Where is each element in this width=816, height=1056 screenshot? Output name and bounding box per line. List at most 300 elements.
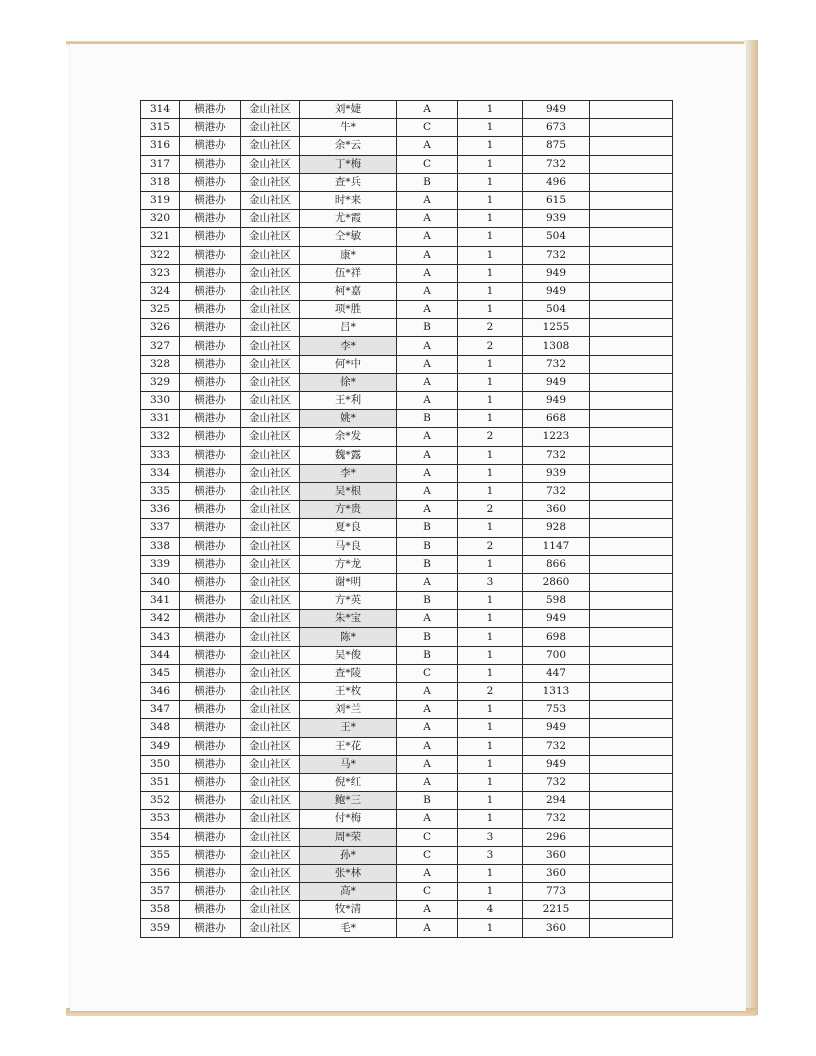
name-cell: 张*林 [300, 864, 397, 882]
community-cell: 金山社区 [241, 701, 300, 719]
office-cell: 横港办 [180, 282, 241, 300]
category-cell: A [397, 701, 458, 719]
record-id-cell: 330 [141, 392, 180, 410]
table-row [141, 719, 673, 737]
category-cell: A [397, 246, 458, 264]
category-cell: B [397, 555, 458, 573]
note-cell [590, 592, 673, 610]
record-id-cell: 326 [141, 319, 180, 337]
category-cell: A [397, 282, 458, 300]
category-cell: B [397, 410, 458, 428]
table-row [141, 137, 673, 155]
table-row [141, 319, 673, 337]
name-cell: 夏*良 [300, 519, 397, 537]
record-id-cell: 323 [141, 264, 180, 282]
note-cell [590, 701, 673, 719]
note-cell [590, 137, 673, 155]
amount-cell: 939 [523, 210, 590, 228]
name-cell: 付*梅 [300, 810, 397, 828]
note-cell [590, 446, 673, 464]
office-cell: 横港办 [180, 755, 241, 773]
name-cell: 方*贵 [300, 501, 397, 519]
amount-cell: 939 [523, 464, 590, 482]
table-row [141, 519, 673, 537]
amount-cell: 1313 [523, 683, 590, 701]
community-cell: 金山社区 [241, 282, 300, 300]
household-count-cell: 1 [458, 355, 523, 373]
community-cell: 金山社区 [241, 501, 300, 519]
note-cell [590, 573, 673, 591]
note-cell [590, 355, 673, 373]
amount-cell: 598 [523, 592, 590, 610]
amount-cell: 2215 [523, 901, 590, 919]
household-count-cell: 1 [458, 464, 523, 482]
name-cell: 马*良 [300, 537, 397, 555]
category-cell: C [397, 828, 458, 846]
community-cell: 金山社区 [241, 646, 300, 664]
records-table [140, 100, 673, 938]
table-row [141, 592, 673, 610]
amount-cell: 949 [523, 282, 590, 300]
name-cell: 丁*梅 [300, 155, 397, 173]
amount-cell: 615 [523, 191, 590, 209]
amount-cell: 732 [523, 773, 590, 791]
table-row [141, 755, 673, 773]
household-count-cell: 1 [458, 137, 523, 155]
office-cell: 横港办 [180, 319, 241, 337]
amount-cell: 294 [523, 792, 590, 810]
household-count-cell: 1 [458, 555, 523, 573]
amount-cell: 360 [523, 864, 590, 882]
category-cell: C [397, 119, 458, 137]
table-row [141, 610, 673, 628]
household-count-cell: 1 [458, 810, 523, 828]
community-cell: 金山社区 [241, 464, 300, 482]
household-count-cell: 4 [458, 901, 523, 919]
category-cell: B [397, 519, 458, 537]
record-id-cell: 318 [141, 173, 180, 191]
household-count-cell: 1 [458, 883, 523, 901]
table-row [141, 573, 673, 591]
household-count-cell: 1 [458, 919, 523, 937]
household-count-cell: 2 [458, 537, 523, 555]
office-cell: 横港办 [180, 428, 241, 446]
community-cell: 金山社区 [241, 573, 300, 591]
community-cell: 金山社区 [241, 337, 300, 355]
note-cell [590, 373, 673, 391]
record-id-cell: 359 [141, 919, 180, 937]
community-cell: 金山社区 [241, 228, 300, 246]
category-cell: A [397, 101, 458, 119]
note-cell [590, 555, 673, 573]
household-count-cell: 3 [458, 573, 523, 591]
table-row [141, 428, 673, 446]
household-count-cell: 1 [458, 482, 523, 500]
household-count-cell: 1 [458, 282, 523, 300]
household-count-cell: 2 [458, 337, 523, 355]
amount-cell: 504 [523, 301, 590, 319]
category-cell: A [397, 446, 458, 464]
household-count-cell: 1 [458, 446, 523, 464]
note-cell [590, 119, 673, 137]
table-row [141, 701, 673, 719]
office-cell: 横港办 [180, 737, 241, 755]
record-id-cell: 325 [141, 301, 180, 319]
name-cell: 尤*霞 [300, 210, 397, 228]
category-cell: B [397, 319, 458, 337]
record-id-cell: 350 [141, 755, 180, 773]
table-row [141, 846, 673, 864]
community-cell: 金山社区 [241, 428, 300, 446]
name-cell: 项*胜 [300, 301, 397, 319]
office-cell: 横港办 [180, 846, 241, 864]
community-cell: 金山社区 [241, 828, 300, 846]
note-cell [590, 519, 673, 537]
note-cell [590, 392, 673, 410]
household-count-cell: 1 [458, 737, 523, 755]
note-cell [590, 155, 673, 173]
category-cell: A [397, 719, 458, 737]
household-count-cell: 3 [458, 828, 523, 846]
office-cell: 横港办 [180, 919, 241, 937]
note-cell [590, 919, 673, 937]
table-row [141, 191, 673, 209]
office-cell: 横港办 [180, 101, 241, 119]
record-id-cell: 341 [141, 592, 180, 610]
community-cell: 金山社区 [241, 246, 300, 264]
name-cell: 王* [300, 719, 397, 737]
name-cell: 马* [300, 755, 397, 773]
office-cell: 横港办 [180, 519, 241, 537]
office-cell: 横港办 [180, 446, 241, 464]
amount-cell: 732 [523, 737, 590, 755]
office-cell: 横港办 [180, 555, 241, 573]
category-cell: C [397, 664, 458, 682]
note-cell [590, 683, 673, 701]
amount-cell: 668 [523, 410, 590, 428]
category-cell: B [397, 592, 458, 610]
community-cell: 金山社区 [241, 155, 300, 173]
note-cell [590, 319, 673, 337]
household-count-cell: 2 [458, 428, 523, 446]
amount-cell: 1308 [523, 337, 590, 355]
amount-cell: 504 [523, 228, 590, 246]
note-cell [590, 501, 673, 519]
office-cell: 横港办 [180, 810, 241, 828]
amount-cell: 866 [523, 555, 590, 573]
category-cell: A [397, 301, 458, 319]
note-cell [590, 101, 673, 119]
category-cell: B [397, 792, 458, 810]
household-count-cell: 1 [458, 101, 523, 119]
note-cell [590, 810, 673, 828]
household-count-cell: 3 [458, 846, 523, 864]
name-cell: 高* [300, 883, 397, 901]
office-cell: 横港办 [180, 828, 241, 846]
household-count-cell: 1 [458, 301, 523, 319]
office-cell: 横港办 [180, 701, 241, 719]
office-cell: 横港办 [180, 592, 241, 610]
office-cell: 横港办 [180, 883, 241, 901]
community-cell: 金山社区 [241, 392, 300, 410]
table-row [141, 664, 673, 682]
category-cell: A [397, 755, 458, 773]
household-count-cell: 1 [458, 210, 523, 228]
office-cell: 横港办 [180, 683, 241, 701]
name-cell: 方*英 [300, 592, 397, 610]
office-cell: 横港办 [180, 173, 241, 191]
name-cell: 李* [300, 337, 397, 355]
record-id-cell: 327 [141, 337, 180, 355]
community-cell: 金山社区 [241, 555, 300, 573]
record-id-cell: 320 [141, 210, 180, 228]
note-cell [590, 301, 673, 319]
household-count-cell: 1 [458, 719, 523, 737]
note-cell [590, 755, 673, 773]
office-cell: 横港办 [180, 155, 241, 173]
name-cell: 余*云 [300, 137, 397, 155]
category-cell: C [397, 846, 458, 864]
household-count-cell: 1 [458, 191, 523, 209]
record-id-cell: 353 [141, 810, 180, 828]
note-cell [590, 628, 673, 646]
household-count-cell: 1 [458, 246, 523, 264]
category-cell: A [397, 191, 458, 209]
amount-cell: 447 [523, 664, 590, 682]
office-cell: 横港办 [180, 482, 241, 500]
amount-cell: 360 [523, 846, 590, 864]
household-count-cell: 1 [458, 701, 523, 719]
category-cell: A [397, 573, 458, 591]
amount-cell: 496 [523, 173, 590, 191]
community-cell: 金山社区 [241, 101, 300, 119]
table-row [141, 264, 673, 282]
name-cell: 柯*嘉 [300, 282, 397, 300]
note-cell [590, 610, 673, 628]
record-id-cell: 333 [141, 446, 180, 464]
category-cell: A [397, 428, 458, 446]
household-count-cell: 1 [458, 373, 523, 391]
category-cell: A [397, 810, 458, 828]
category-cell: B [397, 628, 458, 646]
community-cell: 金山社区 [241, 592, 300, 610]
category-cell: C [397, 155, 458, 173]
record-id-cell: 337 [141, 519, 180, 537]
name-cell: 查*陵 [300, 664, 397, 682]
amount-cell: 949 [523, 264, 590, 282]
office-cell: 横港办 [180, 301, 241, 319]
office-cell: 横港办 [180, 864, 241, 882]
name-cell: 倪*红 [300, 773, 397, 791]
category-cell: A [397, 355, 458, 373]
record-id-cell: 324 [141, 282, 180, 300]
note-cell [590, 828, 673, 846]
community-cell: 金山社区 [241, 664, 300, 682]
category-cell: A [397, 228, 458, 246]
household-count-cell: 1 [458, 155, 523, 173]
community-cell: 金山社区 [241, 810, 300, 828]
note-cell [590, 719, 673, 737]
household-count-cell: 2 [458, 501, 523, 519]
table-row [141, 646, 673, 664]
amount-cell: 949 [523, 101, 590, 119]
record-id-cell: 315 [141, 119, 180, 137]
community-cell: 金山社区 [241, 792, 300, 810]
community-cell: 金山社区 [241, 519, 300, 537]
amount-cell: 1147 [523, 537, 590, 555]
note-cell [590, 482, 673, 500]
record-id-cell: 334 [141, 464, 180, 482]
note-cell [590, 646, 673, 664]
community-cell: 金山社区 [241, 137, 300, 155]
name-cell: 朱*宝 [300, 610, 397, 628]
note-cell [590, 537, 673, 555]
office-cell: 横港办 [180, 537, 241, 555]
name-cell: 李* [300, 464, 397, 482]
name-cell: 姚* [300, 410, 397, 428]
office-cell: 横港办 [180, 373, 241, 391]
category-cell: A [397, 864, 458, 882]
name-cell: 王*花 [300, 737, 397, 755]
household-count-cell: 1 [458, 592, 523, 610]
table-row [141, 464, 673, 482]
amount-cell: 732 [523, 355, 590, 373]
table-row [141, 883, 673, 901]
office-cell: 横港办 [180, 246, 241, 264]
amount-cell: 753 [523, 701, 590, 719]
office-cell: 横港办 [180, 901, 241, 919]
table-row [141, 501, 673, 519]
note-cell [590, 664, 673, 682]
table-row [141, 628, 673, 646]
community-cell: 金山社区 [241, 373, 300, 391]
amount-cell: 732 [523, 482, 590, 500]
office-cell: 横港办 [180, 137, 241, 155]
category-cell: B [397, 173, 458, 191]
amount-cell: 732 [523, 246, 590, 264]
note-cell [590, 246, 673, 264]
table-row [141, 864, 673, 882]
amount-cell: 732 [523, 155, 590, 173]
name-cell: 周*荣 [300, 828, 397, 846]
category-cell: A [397, 137, 458, 155]
community-cell: 金山社区 [241, 737, 300, 755]
community-cell: 金山社区 [241, 755, 300, 773]
office-cell: 横港办 [180, 464, 241, 482]
note-cell [590, 773, 673, 791]
table-row [141, 446, 673, 464]
record-id-cell: 347 [141, 701, 180, 719]
record-id-cell: 346 [141, 683, 180, 701]
table-row [141, 228, 673, 246]
amount-cell: 773 [523, 883, 590, 901]
amount-cell: 673 [523, 119, 590, 137]
table-row [141, 246, 673, 264]
note-cell [590, 901, 673, 919]
record-id-cell: 314 [141, 101, 180, 119]
table-row [141, 737, 673, 755]
record-id-cell: 329 [141, 373, 180, 391]
name-cell: 孙* [300, 846, 397, 864]
amount-cell: 732 [523, 446, 590, 464]
household-count-cell: 1 [458, 228, 523, 246]
household-count-cell: 1 [458, 173, 523, 191]
community-cell: 金山社区 [241, 628, 300, 646]
records-table-body [141, 101, 673, 938]
record-id-cell: 345 [141, 664, 180, 682]
household-count-cell: 2 [458, 319, 523, 337]
note-cell [590, 864, 673, 882]
household-count-cell: 1 [458, 392, 523, 410]
household-count-cell: 1 [458, 792, 523, 810]
name-cell: 仝*敏 [300, 228, 397, 246]
table-row [141, 810, 673, 828]
note-cell [590, 191, 673, 209]
community-cell: 金山社区 [241, 901, 300, 919]
amount-cell: 732 [523, 810, 590, 828]
table-row [141, 101, 673, 119]
record-id-cell: 317 [141, 155, 180, 173]
record-id-cell: 319 [141, 191, 180, 209]
amount-cell: 949 [523, 610, 590, 628]
community-cell: 金山社区 [241, 864, 300, 882]
household-count-cell: 1 [458, 264, 523, 282]
office-cell: 横港办 [180, 337, 241, 355]
name-cell: 吴*根 [300, 482, 397, 500]
table-row [141, 537, 673, 555]
category-cell: A [397, 482, 458, 500]
amount-cell: 1255 [523, 319, 590, 337]
household-count-cell: 2 [458, 683, 523, 701]
category-cell: B [397, 537, 458, 555]
office-cell: 横港办 [180, 501, 241, 519]
table-row [141, 482, 673, 500]
community-cell: 金山社区 [241, 191, 300, 209]
community-cell: 金山社区 [241, 719, 300, 737]
record-id-cell: 342 [141, 610, 180, 628]
name-cell: 毛* [300, 919, 397, 937]
note-cell [590, 282, 673, 300]
record-id-cell: 355 [141, 846, 180, 864]
office-cell: 横港办 [180, 773, 241, 791]
household-count-cell: 1 [458, 864, 523, 882]
community-cell: 金山社区 [241, 410, 300, 428]
table-row [141, 301, 673, 319]
record-id-cell: 322 [141, 246, 180, 264]
amount-cell: 949 [523, 755, 590, 773]
name-cell: 牧*清 [300, 901, 397, 919]
table-row [141, 773, 673, 791]
table-row [141, 410, 673, 428]
name-cell: 时*来 [300, 191, 397, 209]
note-cell [590, 264, 673, 282]
name-cell: 查*兵 [300, 173, 397, 191]
table-row [141, 919, 673, 937]
record-id-cell: 335 [141, 482, 180, 500]
record-id-cell: 336 [141, 501, 180, 519]
table-row [141, 355, 673, 373]
office-cell: 横港办 [180, 191, 241, 209]
name-cell: 康* [300, 246, 397, 264]
community-cell: 金山社区 [241, 919, 300, 937]
category-cell: A [397, 501, 458, 519]
table-row [141, 828, 673, 846]
office-cell: 横港办 [180, 119, 241, 137]
amount-cell: 928 [523, 519, 590, 537]
amount-cell: 296 [523, 828, 590, 846]
record-id-cell: 357 [141, 883, 180, 901]
name-cell: 刘*婕 [300, 101, 397, 119]
